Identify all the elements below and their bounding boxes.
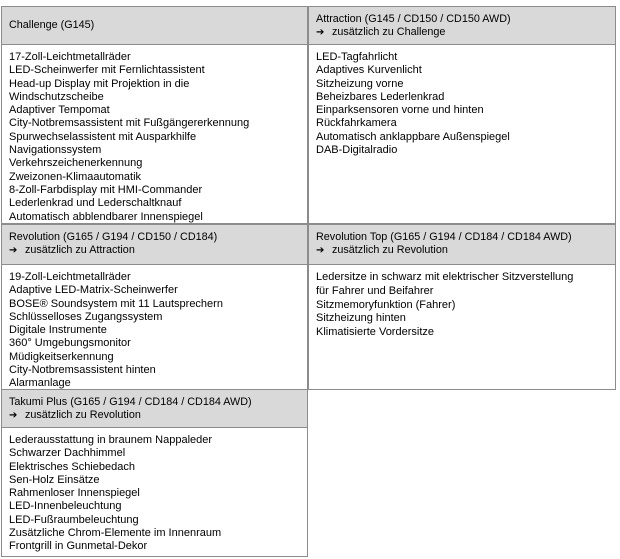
- feature-item: Adaptives Kurvenlicht: [316, 64, 422, 77]
- feature-list: [9, 271, 300, 391]
- feature-item: Sitzheizung vorne: [316, 77, 404, 90]
- feature-item: Sitzheizung hinten: [316, 312, 406, 325]
- feature-item: LED-Innenbeleuchtung: [9, 500, 122, 513]
- feature-list: [316, 271, 608, 340]
- feature-item: City-Notbremsassistent mit Fußgängererkennung: [9, 117, 250, 130]
- feature-item: Adaptive LED-Matrix-Scheinwerfer: [9, 284, 178, 297]
- panel-title: Attraction (G145 / CD150 / CD150 AWD): [316, 13, 511, 25]
- feature-item: Verkehrszeichenerkennung: [9, 157, 143, 170]
- panel-body: [2, 45, 307, 224]
- panel-takumi-plus: [1, 389, 308, 557]
- panel-attraction: [308, 6, 616, 224]
- feature-item: 360° Umgebungsmonitor: [9, 337, 131, 350]
- feature-list: [316, 51, 608, 157]
- arrow-right-icon: ➔: [9, 245, 18, 256]
- panel-subtitle: [9, 244, 300, 257]
- feature-item: Ledersitze in schwarz mit elektrischer Sitzverstellung: [316, 271, 574, 283]
- feature-item: Zusätzliche Chrom-Elemente im Innenraum: [9, 527, 222, 540]
- feature-item: LED-Fußraumbeleuchtung: [9, 513, 139, 526]
- panel-body: [309, 45, 615, 157]
- feature-item: Lederausstattung in braunem Nappaleder: [9, 434, 213, 446]
- feature-item: Zweizonen-Klimaautomatik: [9, 170, 142, 183]
- feature-item: LED-Tagfahrlicht: [316, 51, 398, 63]
- panel-subtitle-text: zusätzlich zu Revolution: [25, 409, 141, 421]
- panel-revolution: [1, 224, 308, 390]
- feature-item: Sitzmemoryfunktion (Fahrer): [316, 298, 456, 311]
- panel-title: Challenge (G145): [9, 19, 95, 31]
- panel-body: [2, 428, 307, 554]
- panel-subtitle: [316, 244, 608, 257]
- feature-item: Rahmenloser Innenspiegel: [9, 487, 140, 500]
- feature-item: 17-Zoll-Leichtmetallräder: [9, 51, 131, 63]
- feature-item: Windschutzscheibe: [9, 90, 104, 103]
- feature-item: Beheizbares Lederlenkrad: [316, 90, 445, 103]
- panel-header: [309, 7, 615, 45]
- feature-list: [9, 434, 300, 554]
- panel-title: Revolution (G165 / G194 / CD150 / CD184): [9, 231, 218, 243]
- feature-item: Rückfahrkamera: [316, 117, 397, 130]
- feature-item: City-Notbremsassistent hinten: [9, 364, 156, 377]
- feature-item: Digitale Instrumente: [9, 324, 107, 337]
- feature-item: Sen-Holz Einsätze: [9, 473, 100, 486]
- feature-item: Einparksensoren vorne und hinten: [316, 104, 484, 117]
- feature-item: Automatisch anklappbare Außenspiegel: [316, 130, 510, 143]
- panel-challenge: [1, 6, 308, 224]
- feature-item: 19-Zoll-Leichtmetallräder: [9, 271, 131, 283]
- panel-subtitle-text: zusätzlich zu Challenge: [332, 26, 446, 38]
- feature-item: Frontgrill in Gunmetal-Dekor: [9, 540, 148, 553]
- feature-item: Schwarzer Dachhimmel: [9, 447, 126, 460]
- panel-title: Takumi Plus (G165 / G194 / CD184 / CD184 AWD): [9, 396, 252, 408]
- feature-item: Klimatisierte Vordersitze: [316, 326, 434, 339]
- feature-item: Spurwechselassistent mit Ausparkhilfe: [9, 130, 197, 143]
- panel-revolution-top: [308, 224, 616, 390]
- panel-title: Revolution Top (G165 / G194 / CD184 / CD184 AWD): [316, 231, 572, 243]
- panel-subtitle: [316, 26, 608, 39]
- panel-header: [309, 225, 615, 265]
- feature-item: Müdigkeitserkennung: [9, 350, 114, 363]
- arrow-right-icon: ➔: [316, 245, 325, 256]
- feature-item: für Fahrer und Beifahrer: [316, 284, 434, 297]
- panel-header: [2, 390, 307, 428]
- feature-item: Adaptiver Tempomat: [9, 104, 110, 117]
- feature-item: Navigationssystem: [9, 144, 102, 157]
- feature-item: BOSE® Soundsystem mit 11 Lautsprechern: [9, 297, 223, 310]
- feature-item: Automatisch abblendbarer Innenspiegel: [9, 210, 203, 223]
- panel-header: [2, 225, 307, 265]
- panel-header: [2, 7, 307, 45]
- panel-subtitle-text: zusätzlich zu Attraction: [25, 244, 135, 256]
- feature-list: [9, 51, 300, 224]
- arrow-right-icon: ➔: [316, 27, 325, 38]
- feature-item: Elektrisches Schiebedach: [9, 460, 135, 473]
- panel-body: [309, 265, 615, 340]
- feature-item: Lederlenkrad und Lederschaltknauf: [9, 197, 182, 210]
- feature-item: Schlüsselloses Zugangssystem: [9, 310, 163, 323]
- arrow-right-icon: ➔: [9, 410, 18, 421]
- panel-subtitle: [9, 409, 300, 422]
- panel-subtitle-text: zusätzlich zu Revolution: [332, 244, 448, 256]
- feature-item: DAB-Digitalradio: [316, 144, 398, 157]
- feature-item: 8-Zoll-Farbdisplay mit HMI-Commander: [9, 183, 203, 196]
- feature-item: LED-Scheinwerfer mit Fernlichtassistent: [9, 64, 205, 77]
- feature-item: Head-up Display mit Projektion in die: [9, 77, 190, 90]
- feature-item: Alarmanlage: [9, 377, 71, 390]
- panel-body: [2, 265, 307, 391]
